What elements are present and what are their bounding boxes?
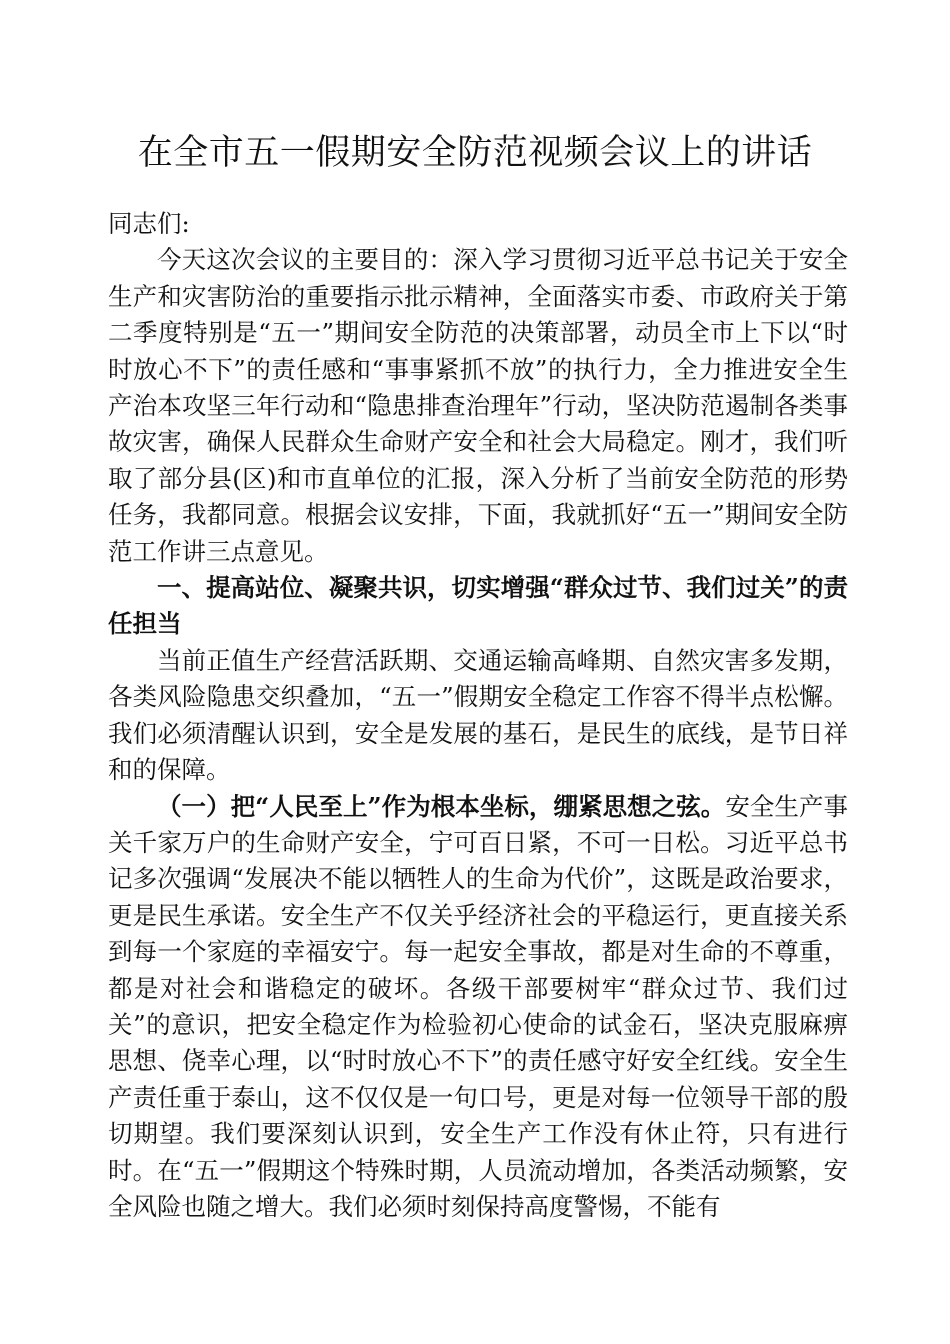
- subsection-lead: （一）把“人民至上”作为根本坐标，绷紧思想之弦。: [157, 791, 726, 821]
- document-title: 在全市五一假期安全防范视频会议上的讲话: [137, 133, 813, 173]
- document-body: [108, 206, 848, 1225]
- salutation: 同志们:: [108, 209, 190, 238]
- subsection-body: 安全生产事关千家万户的生命财产安全，宁可百日紧，不可一日松。习近平总书记多次强调“发展决不能以牺牲人的生命为代价”，这既是政治要求，更是民生承诺。安全生产不仅关乎经济社会的平稳运行，更直接关系到每一个家庭的幸福安宁。每一起安全事故，都是对生命的不尊重，都是对社会和谐稳定的破坏。各级干部要树牢“群众过节、我们过关”的意识，把安全稳定作为检验初心使命的试金石，坚决克服麻痹思想、侥幸心理，以“时时放心不下”的责任感守好安全红线。安全生产责任重于泰山，这不仅仅是一句口号，更是对每一位领导干部的殷切期望。我们要深刻认识到，安全生产工作没有休止符，只有进行时。在“五一”假期这个特殊时期，人员流动增加，各类活动频繁，安全风险也随之增大。我们必须时刻保持高度警惕，不能有: [108, 791, 848, 1221]
- intro-paragraph: 今天这次会议的主要目的：深入学习贯彻习近平总书记关于安全生产和灾害防治的重要指示批示精神，全面落实市委、市政府关于第二季度特别是“五一”期间安全防范的决策部署，动员全市上下以“时时放心不下”的责任感和“事事紧抓不放”的执行力，全力推进安全生产治本攻坚三年行动和“隐患排查治理年”行动，坚决防范遏制各类事故灾害，确保人民群众生命财产安全和社会大局稳定。刚才，我们听取了部分县(区)和市直单位的汇报，深入分析了当前安全防范的形势任务，我都同意。根据会议安排，下面，我就抓好“五一”期间安全防范工作讲三点意见。: [108, 245, 848, 566]
- subsection-paragraph: [108, 789, 848, 1226]
- section-paragraph: 当前正值生产经营活跃期、交通运输高峰期、自然灾害多发期，各类风险隐患交织叠加，“五一”假期安全稳定工作容不得半点松懈。我们必须清醒认识到，安全是发展的基石，是民生的底线，是节日祥和的保障。: [108, 645, 848, 785]
- section-heading: 一、提高站位、凝聚共识，切实增强“群众过节、我们过关”的责任担当: [108, 573, 848, 639]
